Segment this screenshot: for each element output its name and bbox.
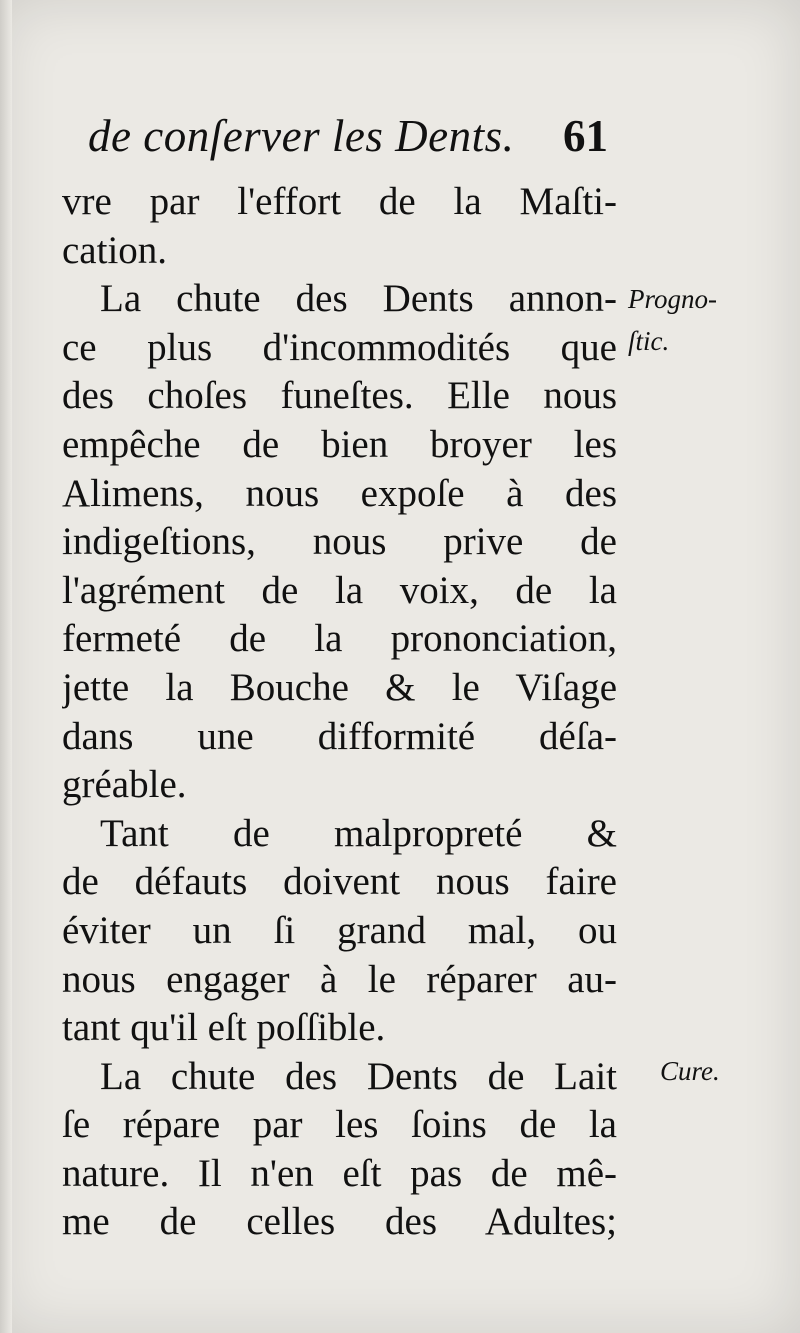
running-head: de conſerver les Dents. — [88, 111, 515, 161]
text-line: me de celles des Adultes; — [62, 1200, 617, 1244]
text-line: nous engager à le réparer au- — [62, 957, 617, 1001]
text-line: vre par l'effort de la Maſti- — [62, 180, 617, 223]
text-line: empêche de bien broyer les — [62, 422, 617, 466]
text-line: nature. Il n'en eſt pas de mê- — [62, 1151, 617, 1195]
page-number: 61 — [563, 111, 608, 161]
text-line: tant qu'il eſt poſſible. — [62, 1006, 386, 1050]
text-line: cation. — [62, 228, 168, 272]
text-line: dans une difformité déſa- — [62, 714, 617, 758]
paragraph-start-line: La chute des Dents annon- — [100, 277, 617, 321]
margin-note-line: ſtic. — [628, 326, 670, 356]
text-line: jette la Bouche & le Viſage — [62, 665, 617, 709]
text-line: de défauts doivent nous faire — [62, 860, 617, 904]
page-binding-shadow — [0, 0, 12, 1333]
text-line: éviter un ſi grand mal, ou — [62, 908, 617, 952]
paragraph-start-line: La chute des Dents de Lait — [100, 1054, 617, 1098]
margin-note-prognostic — [628, 278, 717, 362]
body-text — [62, 178, 617, 1247]
text-line: l'agrément de la voix, de la — [62, 568, 617, 612]
page-header — [88, 110, 608, 170]
text-line: ſe répare par les ſoins de la — [62, 1103, 617, 1147]
text-line: ce plus d'incommodités que — [62, 325, 617, 369]
text-line: indigeſtions, nous prive de — [62, 520, 617, 564]
text-line: Alimens, nous expoſe à des — [62, 471, 617, 515]
paragraph-start-line: Tant de malpropreté & — [100, 811, 617, 855]
margin-note-cure: Cure. — [660, 1056, 720, 1086]
text-line: fermeté de la prononciation, — [62, 617, 617, 661]
text-line: gréable. — [62, 763, 187, 807]
margin-note-line: Progno- — [628, 284, 717, 314]
text-line: des choſes funeſtes. Elle nous — [62, 374, 617, 418]
